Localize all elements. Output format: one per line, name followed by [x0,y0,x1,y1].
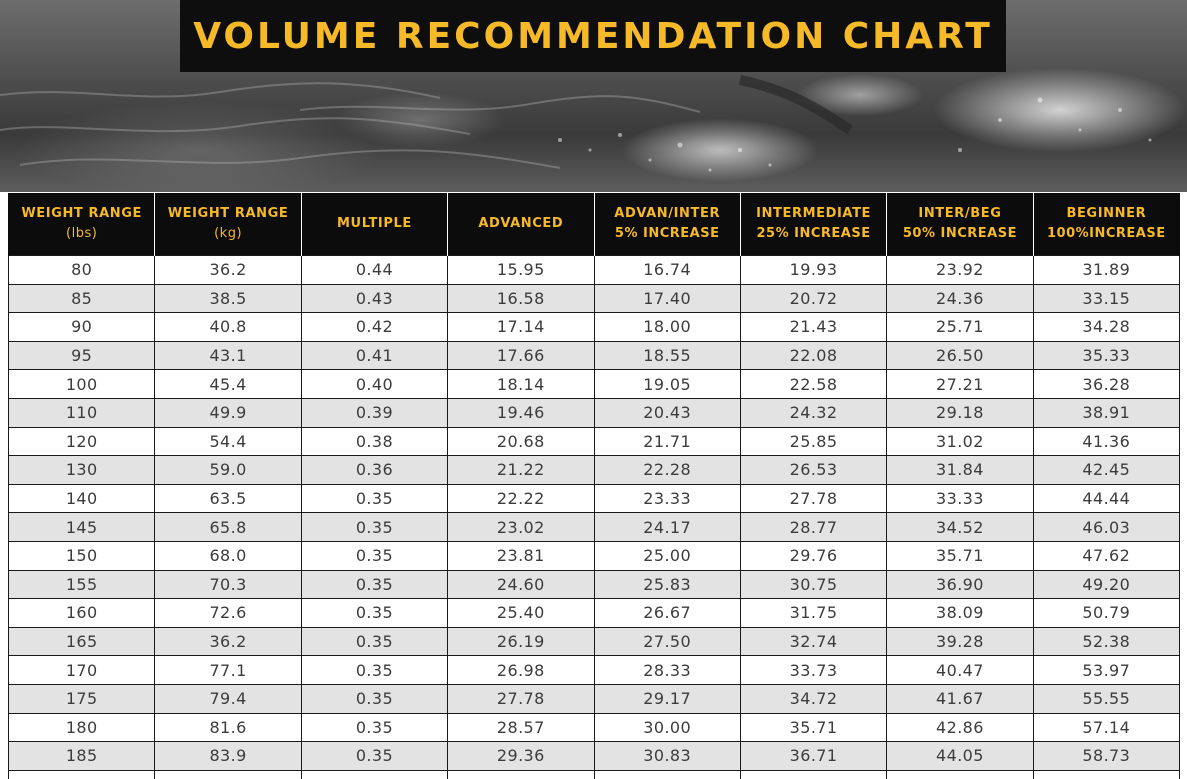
table-cell: 28.77 [740,513,886,542]
table-cell: 25.40 [448,599,594,628]
table-cell: 68.0 [155,541,301,570]
table-cell: 90 [9,313,155,342]
table-cell: 110 [9,398,155,427]
table-cell: 20.72 [740,284,886,313]
table-cell: 0.40 [301,370,447,399]
table-cell: 17.66 [448,341,594,370]
table-cell: 43.1 [155,341,301,370]
column-header-label: MULTIPLE [337,216,412,231]
ocean-banner-image [0,0,1187,192]
table-cell: 54.4 [155,427,301,456]
table-cell: 0.42 [301,313,447,342]
table-cell: 19.46 [448,398,594,427]
table-cell [9,770,155,779]
table-cell: 38.91 [1033,398,1179,427]
table-cell: 58.73 [1033,742,1179,771]
table-cell: 33.33 [887,484,1033,513]
table-cell: 77.1 [155,656,301,685]
table-cell: 38.09 [887,599,1033,628]
table-row [9,284,1180,313]
table-cell: 34.72 [740,684,886,713]
table-cell: 150 [9,541,155,570]
table-cell: 36.71 [740,742,886,771]
table-cell: 65.8 [155,513,301,542]
table-cell: 160 [9,599,155,628]
table-cell: 55.55 [1033,684,1179,713]
table-cell: 130 [9,456,155,485]
table-row [9,627,1180,656]
table-cell: 95 [9,341,155,370]
table-cell: 25.83 [594,570,740,599]
table-cell: 27.78 [448,684,594,713]
table-cell: 26.50 [887,341,1033,370]
table-cell: 36.90 [887,570,1033,599]
table-cell [740,770,886,779]
table-cell: 27.50 [594,627,740,656]
table-row [9,398,1180,427]
table-cell: 57.14 [1033,713,1179,742]
table-cell: 23.92 [887,256,1033,285]
table-cell: 25.85 [740,427,886,456]
table-cell: 21.43 [740,313,886,342]
table-cell: 16.58 [448,284,594,313]
table-cell: 47.62 [1033,541,1179,570]
table-cell: 22.08 [740,341,886,370]
table-cell: 70.3 [155,570,301,599]
table-row [9,341,1180,370]
table-cell: 0.35 [301,570,447,599]
table-cell [594,770,740,779]
table-cell: 30.83 [594,742,740,771]
table-cell: 31.89 [1033,256,1179,285]
table-row [9,742,1180,771]
table-cell: 31.75 [740,599,886,628]
column-header-sublabel: (kg) [214,226,243,241]
table-cell: 170 [9,656,155,685]
table-cell: 45.4 [155,370,301,399]
table-cell: 0.35 [301,513,447,542]
table-cell: 17.14 [448,313,594,342]
table-row [9,570,1180,599]
table-cell: 36.28 [1033,370,1179,399]
volume-recommendation-table [8,193,1180,779]
table-cell: 0.36 [301,456,447,485]
column-header-sublabel: 25% INCREASE [756,226,871,241]
table-cell: 53.97 [1033,656,1179,685]
table-cell [155,770,301,779]
table-cell: 33.15 [1033,284,1179,313]
table-row [9,541,1180,570]
table-cell: 26.98 [448,656,594,685]
volume-table-container [8,193,1179,779]
column-header-sublabel: (lbs) [66,226,98,241]
table-cell: 23.81 [448,541,594,570]
table-cell: 50.79 [1033,599,1179,628]
table-cell: 38.5 [155,284,301,313]
table-row [9,484,1180,513]
table-cell: 42.45 [1033,456,1179,485]
table-cell: 85 [9,284,155,313]
table-cell: 0.39 [301,398,447,427]
table-cell: 0.41 [301,341,447,370]
table-cell: 29.18 [887,398,1033,427]
table-cell: 35.33 [1033,341,1179,370]
table-row [9,427,1180,456]
column-header-sublabel: 50% INCREASE [902,226,1017,241]
table-cell: 44.05 [887,742,1033,771]
table-cell: 0.35 [301,684,447,713]
chart-title: VOLUME RECOMMENDATION CHART [193,15,993,57]
column-header-label: WEIGHT RANGE [21,206,143,221]
table-cell: 180 [9,713,155,742]
table-cell: 34.28 [1033,313,1179,342]
table-cell [301,770,447,779]
table-cell: 39.28 [887,627,1033,656]
column-header [155,193,301,256]
column-header-sublabel: 5% INCREASE [614,226,720,241]
column-header-label: INTERMEDIATE [756,206,872,221]
table-cell: 29.76 [740,541,886,570]
table-cell: 24.36 [887,284,1033,313]
table-row [9,599,1180,628]
table-cell: 81.6 [155,713,301,742]
table-cell: 36.2 [155,627,301,656]
table-cell: 80 [9,256,155,285]
table-cell: 26.53 [740,456,886,485]
table-cell: 41.36 [1033,427,1179,456]
table-cell: 25.00 [594,541,740,570]
table-row-partial [9,770,1180,779]
column-header-label: INTER/BEG [918,206,1002,221]
table-cell: 21.22 [448,456,594,485]
table-row [9,456,1180,485]
table-cell: 15.95 [448,256,594,285]
table-cell [1033,770,1179,779]
table-cell: 24.60 [448,570,594,599]
table-row [9,656,1180,685]
table-cell: 31.84 [887,456,1033,485]
table-cell: 0.43 [301,284,447,313]
table-cell: 35.71 [740,713,886,742]
column-header [594,193,740,256]
table-cell: 23.33 [594,484,740,513]
table-cell: 30.75 [740,570,886,599]
table-cell: 140 [9,484,155,513]
table-cell: 26.19 [448,627,594,656]
table-cell: 41.67 [887,684,1033,713]
table-cell: 40.47 [887,656,1033,685]
table-cell: 19.05 [594,370,740,399]
column-header-label: ADVAN/INTER [614,206,721,221]
column-header-label: ADVANCED [478,216,564,231]
table-cell: 31.02 [887,427,1033,456]
table-cell: 16.74 [594,256,740,285]
table-cell: 22.58 [740,370,886,399]
table-row [9,313,1180,342]
table-cell: 72.6 [155,599,301,628]
table-cell: 28.57 [448,713,594,742]
table-cell: 29.36 [448,742,594,771]
table-cell: 24.32 [740,398,886,427]
table-cell: 23.02 [448,513,594,542]
table-cell: 19.93 [740,256,886,285]
table-body [9,256,1180,779]
table-cell: 36.2 [155,256,301,285]
table-cell [448,770,594,779]
table-cell: 165 [9,627,155,656]
column-header [9,193,155,256]
table-cell: 20.68 [448,427,594,456]
table-cell: 59.0 [155,456,301,485]
table-cell: 0.38 [301,427,447,456]
column-header-sublabel: 100%INCREASE [1047,226,1166,241]
table-cell: 22.28 [594,456,740,485]
column-header [1033,193,1179,256]
table-cell: 17.40 [594,284,740,313]
table-cell: 0.35 [301,742,447,771]
table-row [9,513,1180,542]
table-cell: 0.35 [301,713,447,742]
table-cell: 25.71 [887,313,1033,342]
header-row [9,193,1180,256]
table-cell: 40.8 [155,313,301,342]
table-cell: 0.35 [301,627,447,656]
table-cell: 34.52 [887,513,1033,542]
table-cell [887,770,1033,779]
table-cell: 33.73 [740,656,886,685]
table-cell: 18.14 [448,370,594,399]
table-cell: 24.17 [594,513,740,542]
table-cell: 49.20 [1033,570,1179,599]
table-cell: 0.35 [301,656,447,685]
table-cell: 27.78 [740,484,886,513]
table-row [9,370,1180,399]
column-header [887,193,1033,256]
table-cell: 0.44 [301,256,447,285]
column-header [301,193,447,256]
table-cell: 52.38 [1033,627,1179,656]
table-cell: 32.74 [740,627,886,656]
table-cell: 30.00 [594,713,740,742]
table-cell: 26.67 [594,599,740,628]
title-banner [180,0,1006,72]
table-cell: 18.55 [594,341,740,370]
table-cell: 100 [9,370,155,399]
table-cell: 18.00 [594,313,740,342]
table-cell: 175 [9,684,155,713]
table-cell: 46.03 [1033,513,1179,542]
table-row [9,713,1180,742]
table-cell: 22.22 [448,484,594,513]
table-cell: 79.4 [155,684,301,713]
column-header-label: WEIGHT RANGE [167,206,289,221]
table-cell: 27.21 [887,370,1033,399]
table-cell: 21.71 [594,427,740,456]
table-cell: 185 [9,742,155,771]
table-row [9,684,1180,713]
table-row [9,256,1180,285]
column-header-label: BEGINNER [1066,206,1147,221]
table-cell: 35.71 [887,541,1033,570]
table-cell: 29.17 [594,684,740,713]
table-cell: 0.35 [301,599,447,628]
column-header [740,193,886,256]
table-header [9,193,1180,256]
table-cell: 49.9 [155,398,301,427]
table-cell: 0.35 [301,541,447,570]
table-cell: 83.9 [155,742,301,771]
table-cell: 63.5 [155,484,301,513]
table-cell: 28.33 [594,656,740,685]
table-cell: 155 [9,570,155,599]
table-cell: 120 [9,427,155,456]
table-cell: 42.86 [887,713,1033,742]
column-header [448,193,594,256]
table-cell: 145 [9,513,155,542]
table-cell: 20.43 [594,398,740,427]
table-cell: 0.35 [301,484,447,513]
table-cell: 44.44 [1033,484,1179,513]
